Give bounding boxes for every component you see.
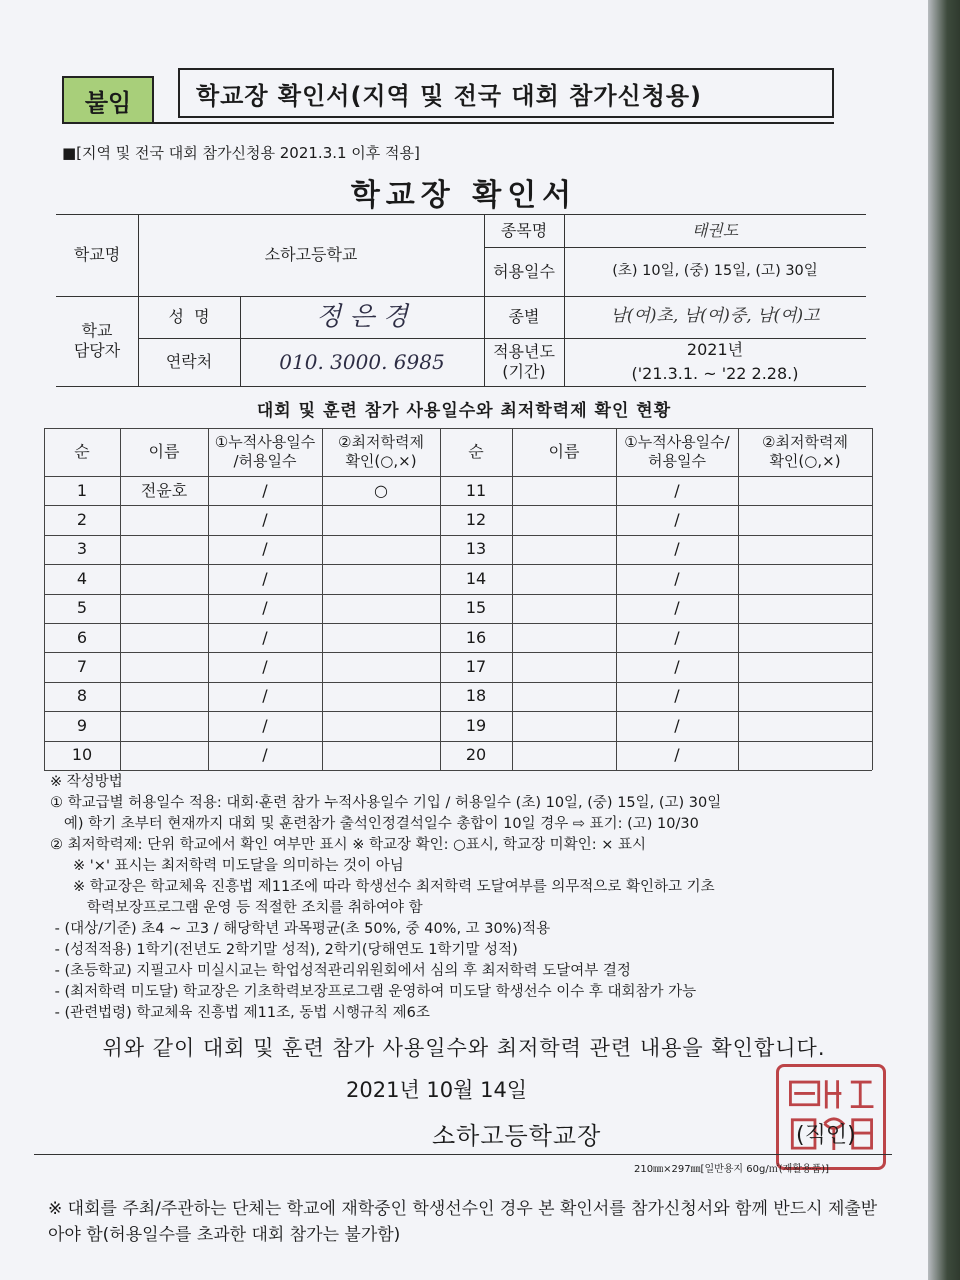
row-days-right: / xyxy=(674,568,680,588)
manager-label: 학교 담당자 xyxy=(73,321,121,360)
row-days-right: / xyxy=(674,745,680,765)
row-number-right: 20 xyxy=(465,745,487,765)
row-check xyxy=(322,505,440,534)
col-days-header: ①누적사용일수 /허용일수 xyxy=(214,433,316,470)
usage-table xyxy=(44,428,872,770)
writing-notes xyxy=(50,772,880,1024)
year-label: 적용년도 (기간) xyxy=(493,342,555,381)
row-days-right: / xyxy=(674,657,680,677)
col-no-header: 순 xyxy=(74,442,90,461)
row-number: 10 xyxy=(71,745,93,765)
row-student-name xyxy=(120,741,208,770)
grid-hline xyxy=(44,428,872,429)
row-days-right: / xyxy=(674,539,680,559)
row-number: 3 xyxy=(76,539,88,559)
row-days-right: / xyxy=(674,686,680,706)
school-label: 학교명 xyxy=(73,245,121,264)
contact-label: 연락처 xyxy=(165,352,213,371)
row-days-right: / xyxy=(674,598,680,618)
row-number: 2 xyxy=(76,510,88,530)
contact-value: 010. 3000. 6985 xyxy=(279,349,445,374)
row-days: / xyxy=(262,480,268,500)
gender-label: 종별 xyxy=(508,307,540,326)
row-days-right: / xyxy=(674,627,680,647)
col-name-header: 이름 xyxy=(148,442,180,461)
row-days-right: / xyxy=(674,480,680,500)
grid-vline xyxy=(512,428,513,770)
row-number: 6 xyxy=(76,627,88,647)
row-days: / xyxy=(262,627,268,647)
row-days: / xyxy=(262,657,268,677)
row-days: / xyxy=(262,510,268,530)
note-line: ② 최저학력제: 단위 학교에서 확인 여부만 표시 ※ 학교장 확인: ○표시, 학교장 미확인: × 표시 xyxy=(50,837,646,854)
note-line: ※ 학교장은 학교체육 진흥법 제11조에 따라 학생선수 최저학력 도달여부를 의무적으로 확인하고 기초 xyxy=(50,879,715,896)
row-number-right: 12 xyxy=(465,510,487,530)
row-check: ○ xyxy=(374,480,388,500)
row-student-name xyxy=(120,711,208,740)
bottom-rule xyxy=(34,1154,892,1155)
grid-vline xyxy=(872,428,873,770)
row-check xyxy=(322,623,440,652)
row-student-name: 전윤호 xyxy=(140,480,188,500)
row-number: 7 xyxy=(76,657,88,677)
row-days-right: / xyxy=(674,510,680,530)
principal-name: 소하고등학교장 xyxy=(432,1122,602,1150)
row-days: / xyxy=(262,745,268,765)
period-value: ('21.3.1. ~ '22 2.28.) xyxy=(631,364,799,383)
row-number-right: 18 xyxy=(465,686,487,706)
confirm-statement: 위와 같이 대회 및 훈련 참가 사용일수와 최저학력 관련 내용을 확인합니다. xyxy=(102,1036,826,1060)
attachment-badge: 붙임 xyxy=(62,76,154,124)
row-student-name xyxy=(120,564,208,593)
row-student-name xyxy=(120,505,208,534)
note-line: - (초등학교) 지필고사 미실시교는 학업성적관리위원회에서 심의 후 최저학력 도달여부 결정 xyxy=(50,963,631,980)
note-line: 학력보장프로그램 운영 등 적절한 조치를 취하여야 함 xyxy=(50,900,423,917)
row-check xyxy=(322,652,440,681)
row-number: 1 xyxy=(76,480,88,500)
row-check xyxy=(322,564,440,593)
row-check xyxy=(322,535,440,564)
col-check-header-right: ②최저학력제 확인(○,×) xyxy=(762,433,848,470)
note-line: - (관련법령) 학교체육 진흥법 제11조, 동법 시행규칙 제6조 xyxy=(50,1005,430,1022)
row-number-right: 19 xyxy=(465,715,487,735)
row-days: / xyxy=(262,539,268,559)
row-student-name xyxy=(120,652,208,681)
paper-spec: 210㎜×297㎜[일반용지 60g/㎡(재활용품)] xyxy=(634,1164,830,1175)
row-number-right: 15 xyxy=(465,598,487,618)
row-check xyxy=(322,594,440,623)
grid-vline xyxy=(738,428,739,770)
row-number: 8 xyxy=(76,686,88,706)
row-student-name xyxy=(120,623,208,652)
row-days: / xyxy=(262,686,268,706)
row-days: / xyxy=(262,715,268,735)
note-line: ※ 작성방법 xyxy=(50,774,123,790)
col-days-header-right: ①누적사용일수/ 허용일수 xyxy=(624,433,730,470)
row-student-name xyxy=(120,594,208,623)
note-line: - (성적적용) 1학기(전년도 2학기말 성적), 2학기(당해연도 1학기말 성적) xyxy=(50,942,518,959)
seal-label: (직인) xyxy=(796,1123,856,1148)
row-number-right: 16 xyxy=(465,627,487,647)
allowed-value: (초) 10일, (중) 15일, (고) 30일 xyxy=(612,263,818,280)
year-value: 2021년 xyxy=(686,340,744,359)
note-line: 예) 학기 초부터 현재까지 대회 및 훈련참가 출석인정결석일수 총합이 10일 경우 ⇨ 표기: (고) 10/30 xyxy=(50,816,699,833)
header-underline xyxy=(62,122,834,124)
row-check xyxy=(322,682,440,711)
sport-value: 태권도 xyxy=(691,220,739,240)
row-days: / xyxy=(262,568,268,588)
gender-value: 남(여)초, 남(여)중, 남(여)고 xyxy=(610,306,820,327)
row-number: 4 xyxy=(76,568,88,588)
row-check xyxy=(322,741,440,770)
row-student-name xyxy=(120,682,208,711)
info-table xyxy=(56,214,866,386)
row-number-right: 11 xyxy=(465,480,487,500)
col-check-header: ②최저학력제 확인(○,×) xyxy=(338,433,424,470)
note-line: ※ '×' 표시는 최저학력 미도달을 의미하는 것이 아님 xyxy=(50,858,404,875)
row-number-right: 17 xyxy=(465,657,487,677)
footer-note: ※ 대회를 주최/주관하는 단체는 학교에 재학중인 학생선수인 경우 본 확인서를 참가신청서와 함께 반드시 제출받아야 함(허용일수를 초과한 대회 참가는 불가함) xyxy=(48,1199,878,1246)
sport-label: 종목명 xyxy=(500,220,548,240)
note-line: ① 학교급별 허용일수 적용: 대회·훈련 참가 누적사용일수 기입 / 허용일수 (초) 10일, (중) 15일, (고) 30일 xyxy=(50,795,722,812)
note-line: - (최저학력 미도달) 학교장은 기초학력보장프로그램 운영하여 미도달 학생선수 이수 후 대회참가 가능 xyxy=(50,984,697,1001)
row-days-right: / xyxy=(674,715,680,735)
col-no-header-right: 순 xyxy=(468,442,484,461)
document-title: 학교장 확인서 xyxy=(350,178,578,213)
name-label: 성 명 xyxy=(168,307,210,326)
apply-note: ■[지역 및 전국 대회 참가신청용 2021.3.1 이후 적용] xyxy=(62,144,420,162)
row-number-right: 13 xyxy=(465,539,487,559)
issue-date: 2021년 10월 14일 xyxy=(346,1078,528,1102)
note-line: - (대상/기준) 초4 ~ 고3 / 해당학년 과목평균(초 50%, 중 40%, 고 30%)적용 xyxy=(50,921,551,938)
school-value: 소하고등학교 xyxy=(264,245,358,264)
manager-name-value: 정 은 경 xyxy=(316,301,408,332)
background-edge xyxy=(928,0,960,1280)
row-number: 9 xyxy=(76,715,88,735)
row-check xyxy=(322,711,440,740)
row-student-name xyxy=(120,535,208,564)
col-name-header-right: 이름 xyxy=(548,442,580,461)
row-number-right: 14 xyxy=(465,568,487,588)
row-number: 5 xyxy=(76,598,88,618)
row-days: / xyxy=(262,598,268,618)
section-title: 대회 및 훈련 참가 사용일수와 최저학력제 확인 현황 xyxy=(256,401,672,421)
allowed-label: 허용일수 xyxy=(493,261,555,281)
grid-hline xyxy=(44,770,872,771)
header-title: 학교장 확인서(지역 및 전국 대회 참가신청용) xyxy=(178,68,834,118)
